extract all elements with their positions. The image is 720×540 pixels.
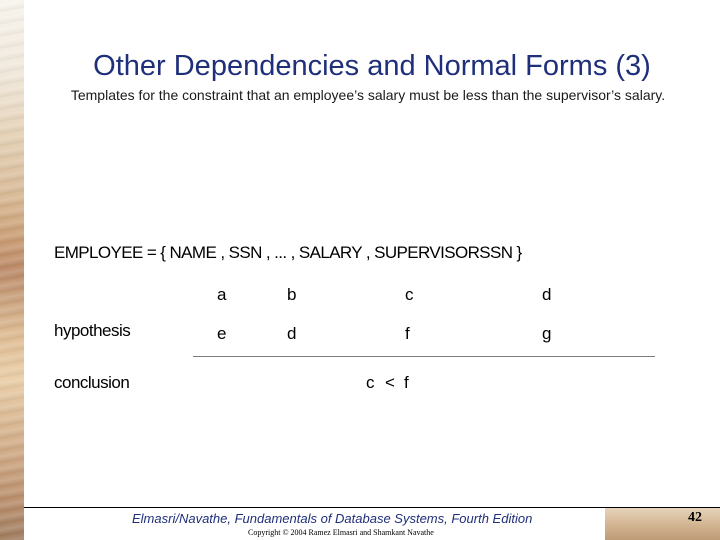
template-row2-salary: f (405, 324, 410, 343)
relation-schema: EMPLOYEE = { NAME , SSN , ... , SALARY , SUPERVISORSSN } (54, 243, 522, 262)
template-row1-name: a (217, 285, 227, 304)
template-row2-name: e (217, 324, 227, 343)
conclusion-right: f (404, 373, 409, 392)
template-row2-ssn: d (287, 324, 297, 343)
template-row1-supervisorssn: d (542, 285, 552, 304)
footer-copyright: Copyright © 2004 Ramez Elmasri and Shamkant Navathe (248, 528, 434, 537)
footer-citation: Elmasri/Navathe, Fundamentals of Database Systems, Fourth Edition (132, 511, 533, 526)
template-divider (193, 356, 655, 357)
page-number: 42 (688, 510, 702, 525)
conclusion-operator: < (385, 373, 395, 392)
slide-title: Other Dependencies and Normal Forms (3) (93, 50, 651, 82)
hypothesis-label: hypothesis (54, 321, 131, 340)
template-row2-supervisorssn: g (542, 324, 552, 343)
template-row1-salary: c (405, 285, 414, 304)
slide-subtitle: Templates for the constraint that an employee’s salary must be less than the supervisor’s salary. (70, 87, 666, 103)
decorative-desert-strip (0, 0, 24, 540)
conclusion-left: c (366, 373, 375, 392)
footer-decoration (605, 508, 720, 540)
conclusion-label: conclusion (54, 373, 130, 392)
template-row1-ssn: b (287, 285, 297, 304)
